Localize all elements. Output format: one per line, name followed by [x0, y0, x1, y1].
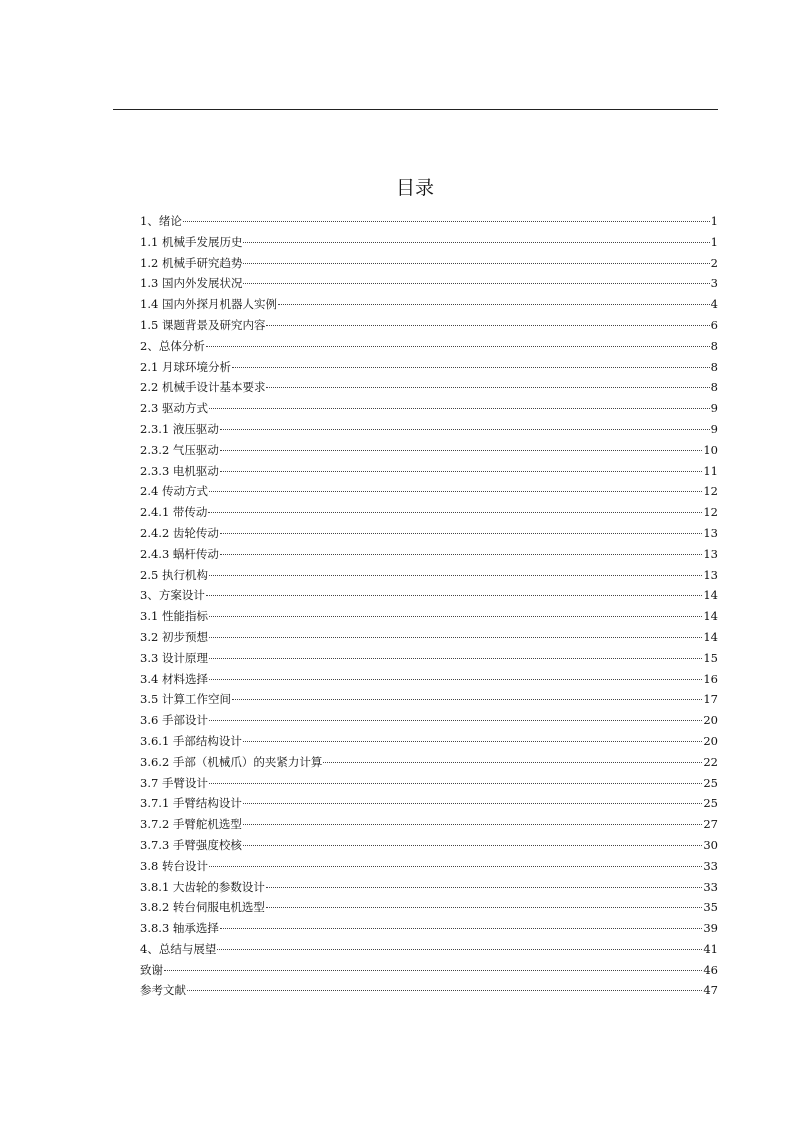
toc-entry-label: 3.3 设计原理 — [140, 650, 208, 665]
toc-entry-page-number: 22 — [703, 754, 718, 769]
toc-leader-dots — [323, 762, 702, 763]
toc-entry[interactable] — [140, 648, 718, 669]
toc-entry[interactable] — [140, 565, 718, 586]
toc-entry-page-number: 20 — [703, 733, 718, 748]
toc-entry-label: 1.3 国内外发展状况 — [140, 276, 243, 291]
toc-entry[interactable] — [140, 960, 718, 981]
toc-entry-page-number: 8 — [710, 359, 718, 374]
toc-entry[interactable] — [140, 502, 718, 523]
toc-entry-label: 致谢 — [140, 962, 163, 977]
toc-entry[interactable] — [140, 980, 718, 1001]
toc-leader-dots — [206, 346, 710, 347]
toc-entry[interactable] — [140, 856, 718, 877]
toc-entry[interactable] — [140, 273, 718, 294]
toc-entry-label: 3.8.1 大齿轮的参数设计 — [140, 879, 265, 894]
toc-entry-page-number: 16 — [703, 671, 718, 686]
toc-entry[interactable] — [140, 523, 718, 544]
toc-entry-label: 3.8 转台设计 — [140, 858, 208, 873]
toc-entry[interactable] — [140, 585, 718, 606]
toc-entry-label: 2.4 传动方式 — [140, 484, 208, 499]
toc-leader-dots — [232, 367, 710, 368]
toc-entry-label: 3.6.2 手部（机械爪）的夹紧力计算 — [140, 754, 323, 769]
toc-entry-page-number: 33 — [703, 879, 718, 894]
toc-leader-dots — [209, 679, 702, 680]
toc-entry-page-number: 4 — [710, 297, 718, 312]
toc-leader-dots — [209, 491, 702, 492]
toc-leader-dots — [278, 304, 710, 305]
toc-entry-label: 3.4 材料选择 — [140, 671, 208, 686]
toc-entry-label: 3.7.3 手臂强度校核 — [140, 837, 242, 852]
toc-entry-page-number: 17 — [703, 692, 718, 707]
toc-leader-dots — [243, 741, 702, 742]
toc-entry-label: 2、总体分析 — [140, 338, 205, 353]
toc-leader-dots — [243, 283, 709, 284]
toc-leader-dots — [209, 637, 702, 638]
toc-entry-page-number: 20 — [703, 713, 718, 728]
toc-leader-dots — [232, 699, 702, 700]
toc-entry[interactable] — [140, 419, 718, 440]
toc-leader-dots — [208, 512, 702, 513]
toc-entry-page-number: 14 — [703, 629, 718, 644]
toc-leader-dots — [266, 325, 709, 326]
toc-entry[interactable] — [140, 440, 718, 461]
toc-entry-label: 2.3 驱动方式 — [140, 401, 208, 416]
toc-leader-dots — [164, 970, 702, 971]
toc-entry-page-number: 1 — [710, 234, 718, 249]
toc-entry-page-number: 8 — [710, 338, 718, 353]
toc-entry-label: 2.4.2 齿轮传动 — [140, 525, 219, 540]
toc-entry[interactable] — [140, 877, 718, 898]
toc-entry[interactable] — [140, 211, 718, 232]
toc-entry-page-number: 9 — [710, 421, 718, 436]
toc-entry[interactable] — [140, 627, 718, 648]
toc-entry[interactable] — [140, 773, 718, 794]
toc-entry-page-number: 14 — [703, 609, 718, 624]
toc-entry[interactable] — [140, 731, 718, 752]
toc-entry-label: 1.4 国内外探月机器人实例 — [140, 297, 277, 312]
toc-entry-page-number: 2 — [710, 255, 718, 270]
toc-entry[interactable] — [140, 461, 718, 482]
toc-entry-page-number: 12 — [703, 484, 718, 499]
toc-entry-label: 4、总结与展望 — [140, 941, 217, 956]
toc-leader-dots — [209, 783, 702, 784]
toc-entry-page-number: 33 — [703, 858, 718, 873]
toc-entry-label: 3.1 性能指标 — [140, 609, 208, 624]
toc-leader-dots — [266, 387, 709, 388]
toc-entry-page-number: 41 — [703, 941, 718, 956]
toc-entry-label: 1、绪论 — [140, 214, 182, 228]
toc-entry-label: 2.2 机械手设计基本要求 — [140, 380, 266, 395]
toc-entry[interactable] — [140, 481, 718, 502]
toc-leader-dots — [243, 242, 709, 243]
header-rule — [113, 109, 718, 110]
toc-entry-page-number: 14 — [703, 588, 718, 603]
toc-entry-page-number: 13 — [703, 567, 718, 582]
toc-entry[interactable] — [140, 897, 718, 918]
toc-leader-dots — [243, 263, 709, 264]
toc-entry-page-number: 46 — [703, 962, 718, 977]
toc-entry[interactable] — [140, 939, 718, 960]
toc-leader-dots — [266, 887, 702, 888]
toc-entry-page-number: 35 — [703, 900, 718, 915]
toc-entry-label: 2.3.2 气压驱动 — [140, 442, 219, 457]
toc-entry[interactable] — [140, 710, 718, 731]
toc-entry-page-number: 25 — [703, 796, 718, 811]
toc-entry-page-number: 30 — [703, 837, 718, 852]
toc-entry[interactable] — [140, 294, 718, 315]
toc-entry[interactable] — [140, 835, 718, 856]
toc-entry[interactable] — [140, 232, 718, 253]
toc-entry-label: 3.7.2 手臂舵机选型 — [140, 817, 242, 832]
toc-entry[interactable] — [140, 377, 718, 398]
toc-entry[interactable] — [140, 814, 718, 835]
toc-entry-page-number: 39 — [703, 921, 718, 936]
toc-leader-dots — [243, 803, 702, 804]
toc-leader-dots — [187, 990, 702, 991]
toc-leader-dots — [220, 533, 702, 534]
toc-entry[interactable] — [140, 689, 718, 710]
toc-list — [140, 211, 718, 1001]
toc-entry-label: 1.1 机械手发展历史 — [140, 234, 243, 249]
toc-entry[interactable] — [140, 398, 718, 419]
toc-leader-dots — [209, 720, 702, 721]
toc-entry-page-number: 1 — [710, 214, 718, 228]
toc-leader-dots — [220, 928, 702, 929]
toc-entry[interactable] — [140, 793, 718, 814]
toc-entry-page-number: 3 — [710, 276, 718, 291]
toc-entry[interactable] — [140, 606, 718, 627]
toc-entry-page-number: 8 — [710, 380, 718, 395]
toc-title: 目录 — [395, 177, 434, 199]
toc-entry-page-number: 27 — [703, 817, 718, 832]
toc-entry-page-number: 9 — [710, 401, 718, 416]
toc-entry-label: 2.4.1 带传动 — [140, 505, 208, 520]
toc-entry[interactable] — [140, 669, 718, 690]
toc-entry-label: 3.7.1 手臂结构设计 — [140, 796, 242, 811]
toc-entry-label: 3.6.1 手部结构设计 — [140, 733, 242, 748]
toc-entry-label: 2.4.3 蜗杆传动 — [140, 546, 219, 561]
toc-leader-dots — [243, 845, 702, 846]
toc-leader-dots — [266, 907, 702, 908]
toc-entry-label: 1.2 机械手研究趋势 — [140, 255, 243, 270]
toc-leader-dots — [209, 866, 702, 867]
toc-leader-dots — [209, 408, 710, 409]
toc-entry-page-number: 15 — [703, 650, 718, 665]
toc-leader-dots — [220, 554, 702, 555]
toc-entry-page-number: 11 — [703, 463, 718, 478]
toc-entry-label: 2.1 月球环境分析 — [140, 359, 231, 374]
toc-entry[interactable] — [140, 336, 718, 357]
toc-entry-label: 3、方案设计 — [140, 588, 205, 603]
toc-leader-dots — [220, 429, 710, 430]
toc-entry-page-number: 10 — [703, 442, 718, 457]
toc-entry-label: 3.2 初步预想 — [140, 629, 208, 644]
toc-entry[interactable] — [140, 315, 718, 336]
toc-entry-page-number: 13 — [703, 546, 718, 561]
toc-leader-dots — [209, 658, 702, 659]
toc-entry[interactable] — [140, 752, 718, 773]
toc-entry-label: 3.5 计算工作空间 — [140, 692, 231, 707]
toc-entry[interactable] — [140, 253, 718, 274]
toc-entry-page-number: 13 — [703, 525, 718, 540]
toc-leader-dots — [209, 616, 702, 617]
toc-leader-dots — [243, 824, 702, 825]
toc-leader-dots — [220, 450, 702, 451]
toc-leader-dots — [220, 471, 702, 472]
toc-entry-label: 3.6 手部设计 — [140, 713, 208, 728]
toc-entry[interactable] — [140, 544, 718, 565]
toc-entry-label: 2.3.1 液压驱动 — [140, 421, 219, 436]
toc-leader-dots — [206, 595, 703, 596]
toc-entry-label: 3.8.2 转台伺服电机选型 — [140, 900, 265, 915]
toc-entry-label: 2.3.3 电机驱动 — [140, 463, 219, 478]
toc-entry-label: 2.5 执行机构 — [140, 567, 208, 582]
toc-leader-dots — [209, 575, 702, 576]
toc-entry-label: 1.5 课题背景及研究内容 — [140, 317, 266, 332]
toc-entry-page-number: 47 — [703, 983, 718, 998]
toc-entry-page-number: 6 — [710, 317, 718, 332]
toc-entry-page-number: 12 — [703, 505, 718, 520]
toc-entry[interactable] — [140, 918, 718, 939]
toc-leader-dots — [183, 221, 710, 222]
toc-leader-dots — [217, 949, 702, 950]
toc-entry-label: 参考文献 — [140, 983, 186, 998]
toc-entry-label: 3.7 手臂设计 — [140, 775, 208, 790]
toc-entry-label: 3.8.3 轴承选择 — [140, 921, 219, 936]
toc-entry[interactable] — [140, 357, 718, 378]
toc-entry-page-number: 25 — [703, 775, 718, 790]
